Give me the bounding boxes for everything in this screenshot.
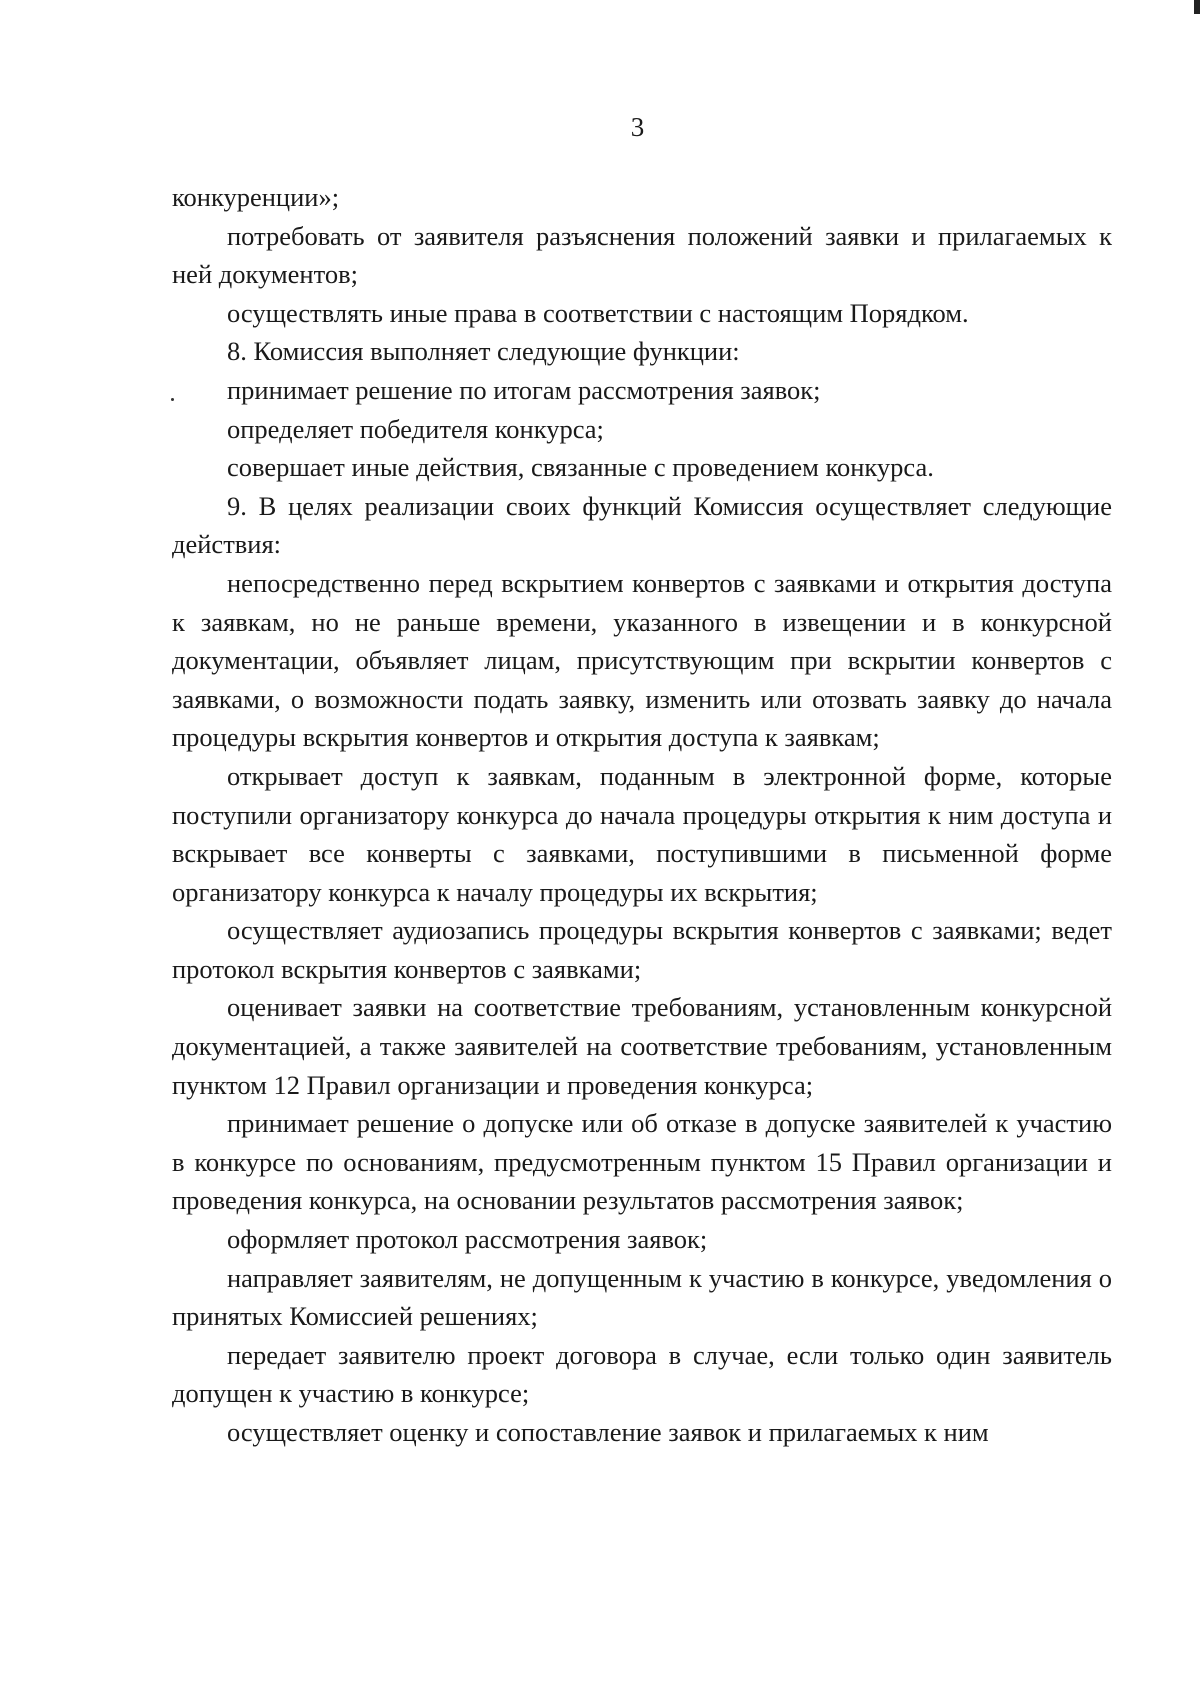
paragraph: потребовать от заявителя разъяснения положений заявки и прилагаемых к ней документов; [172,220,1112,290]
paragraph: 8. Комиссия выполняет следующие функции: [227,336,740,367]
document-body [172,178,1112,1452]
paragraph: конкуренции»; [172,182,340,212]
paragraph: оформляет протокол рассмотрения заявок; [227,1224,708,1255]
paragraph: осуществляет оценку и сопоставление заявок и прилагаемых к ним [227,1417,989,1447]
paragraph: передает заявителю проект договора в случае, если только один заявитель допущен к участию в конкурсе; [172,1339,1112,1409]
paragraph: осуществляет аудиозапись процедуры вскрытия конвертов с заявками; ведет протокол вскрытия конвертов с заявками; [172,915,1112,984]
paragraph: оценивает заявки на соответствие требованиям, установленным конкурсной документацией, а также заявителей на соответствие требованиям, установленным пунктом 12 Правил организации и проведения конкурса; [172,992,1112,1100]
paragraph: принимает решение о допуске или об отказе в допуске заявителей к участию в конкурсе по основаниям, предусмотренным пунктом 15 Правил организации и проведения конкурса, на основании результатов рассмотрения заявок; [172,1108,1112,1216]
paragraph: принимает решение по итогам рассмотрения заявок; [227,374,821,405]
paragraph: совершает иные действия, связанные с проведением конкурса. [227,452,934,483]
paragraph: определяет победителя конкурса; [227,413,604,444]
paragraph: направляет заявителям, не допущенным к участию в конкурсе, уведомления о принятых Комиссией решениях; [172,1262,1112,1332]
paragraph: осуществлять иные права в соответствии с настоящим Порядком. [227,297,969,328]
scan-edge-mark [1194,0,1200,14]
paragraph: 9. В целях реализации своих функций Комиссия осуществляет следующие действия: [172,490,1112,560]
paragraph: открывает доступ к заявкам, поданным в электронной форме, которые поступили организатору конкурса до начала процедуры открытия к ним доступа и вскрывает все конверты с заявками, поступившими в письменной форме организатору конкурса к началу процедуры их вскрытия; [172,760,1112,907]
page-number: 3 [630,112,645,142]
paragraph: непосредственно перед вскрытием конвертов с заявками и открытия доступа к заявкам, но не раньше времени, указанного в извещении и в конкурсной документации, объявляет лицам, присутствующим при вскрытии конвертов с заявками, о возможности подать заявку, изменить или отозвать заявку до начала процедуры вскрытия конвертов и открытия доступа к заявкам; [172,567,1112,753]
